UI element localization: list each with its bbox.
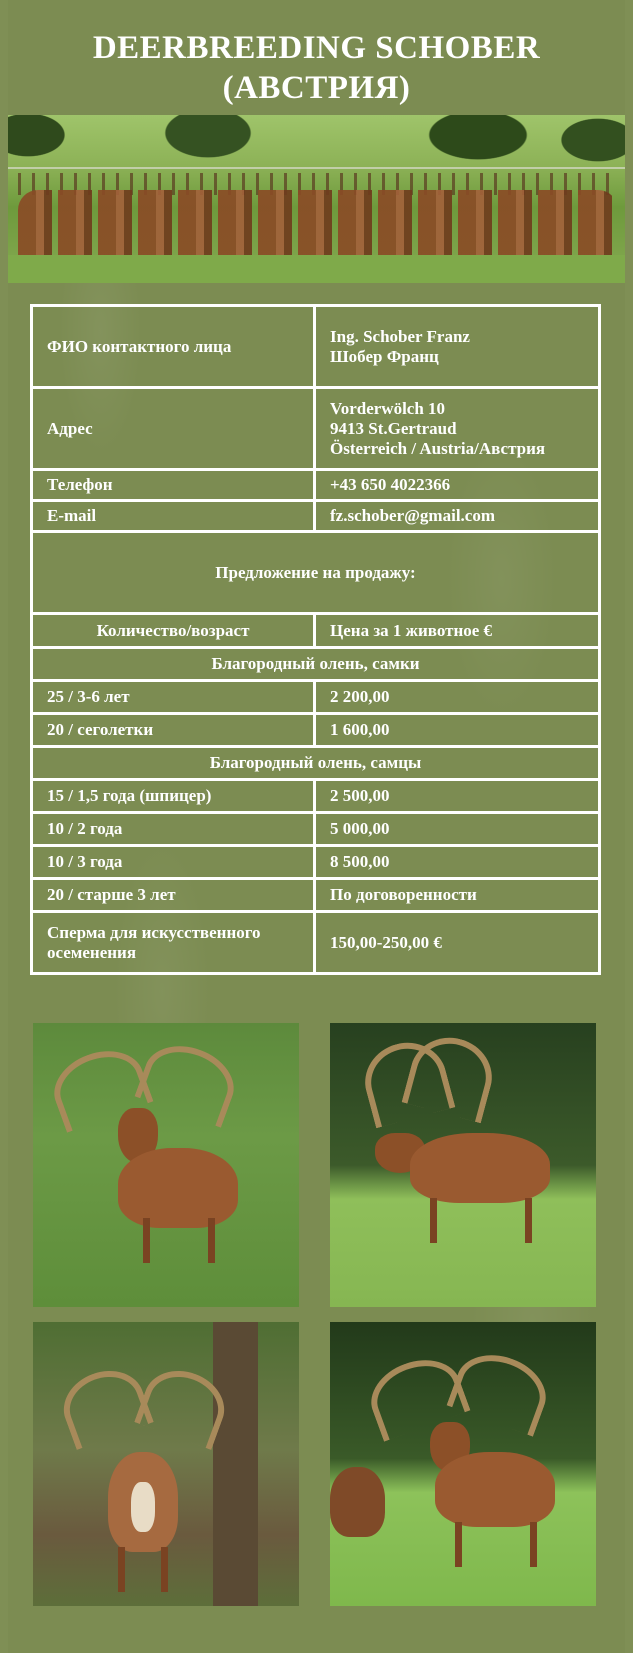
semen-price-cell: 150,00-250,00 €: [315, 912, 600, 974]
male-price-3: 8 500,00: [315, 846, 600, 879]
table-row-section-females: [32, 648, 600, 681]
table-row: [32, 681, 600, 714]
deer-herd: [18, 190, 618, 260]
antler-right: [446, 1343, 555, 1436]
female-price-1: 2 200,00: [315, 681, 600, 714]
section-females: Благородный олень, самки: [32, 648, 600, 681]
phone-value-cell[interactable]: +43 650 4022366: [315, 470, 600, 501]
offer-heading: Предложение на продажу:: [32, 532, 600, 614]
deer-body: [435, 1452, 555, 1527]
table-row-phone: [32, 470, 600, 501]
deer-body: [118, 1148, 238, 1228]
deer-leg: [118, 1547, 125, 1592]
address-value-cell: Vorderwölch 10 9413 St.Gertraud Österreich / Austria/Австрия: [315, 388, 600, 470]
name-label-cell: ФИО контактного лица: [32, 306, 315, 388]
male-price-1: 2 500,00: [315, 780, 600, 813]
male-qty-4: 20 / старше 3 лет: [32, 879, 315, 912]
column-price: Цена за 1 животное €: [315, 614, 600, 648]
male-qty-2: 10 / 2 года: [32, 813, 315, 846]
stag-photo-2: [330, 1023, 596, 1307]
table-row-name: [32, 306, 600, 388]
title-line-2: (АВСТРИЯ): [222, 70, 411, 106]
table-row: [32, 879, 600, 912]
male-price-2: 5 000,00: [315, 813, 600, 846]
name-value-cell: Ing. Schober Franz Шобер Франц: [315, 306, 600, 388]
female-qty-1: 25 / 3-6 лет: [32, 681, 315, 714]
female-qty-2: 20 / сеголетки: [32, 714, 315, 747]
deer-leg: [530, 1522, 537, 1567]
herd-photo: [8, 115, 625, 283]
deer-body: [410, 1133, 550, 1203]
second-deer: [330, 1467, 385, 1537]
title-line-1: DEERBREEDING SCHOBER: [92, 30, 541, 66]
column-quantity: Количество/возраст: [32, 614, 315, 648]
table-row-offer-heading: [32, 532, 600, 614]
tree-trunk: [213, 1322, 258, 1606]
male-price-4: По договоренности: [315, 879, 600, 912]
female-price-2: 1 600,00: [315, 714, 600, 747]
table-row: [32, 813, 600, 846]
deer-rump: [131, 1482, 155, 1532]
male-qty-1: 15 / 1,5 года (шпицер): [32, 780, 315, 813]
table-row-address: [32, 388, 600, 470]
table-row-section-males: [32, 747, 600, 780]
deer-leg: [430, 1198, 437, 1243]
table-row-semen: [32, 912, 600, 974]
stag-photo-4: [330, 1322, 596, 1606]
email-value-cell[interactable]: fz.schober@gmail.com: [315, 501, 600, 532]
grass-foreground: [8, 255, 625, 283]
table-row: [32, 846, 600, 879]
deer-leg: [161, 1547, 168, 1592]
deer-leg: [143, 1218, 150, 1263]
male-qty-3: 10 / 3 года: [32, 846, 315, 879]
fence-line: [8, 167, 625, 169]
section-males: Благородный олень, самцы: [32, 747, 600, 780]
phone-label-cell: Телефон: [32, 470, 315, 501]
address-label-cell: Адрес: [32, 388, 315, 470]
deer-leg: [455, 1522, 462, 1567]
table-row-email: [32, 501, 600, 532]
page-title: [8, 28, 625, 108]
deer-leg: [208, 1218, 215, 1263]
stag-photo-3: [33, 1322, 299, 1606]
deer-leg: [525, 1198, 532, 1243]
antler-left: [54, 1360, 154, 1450]
info-table: [30, 304, 601, 975]
table-row-columns: [32, 614, 600, 648]
flyer-page: [8, 0, 625, 1653]
table-row: [32, 780, 600, 813]
stag-photo-1: [33, 1023, 299, 1307]
email-label-cell: E-mail: [32, 501, 315, 532]
table-row: [32, 714, 600, 747]
semen-label-cell: Сперма для искусственного осеменения: [32, 912, 315, 974]
